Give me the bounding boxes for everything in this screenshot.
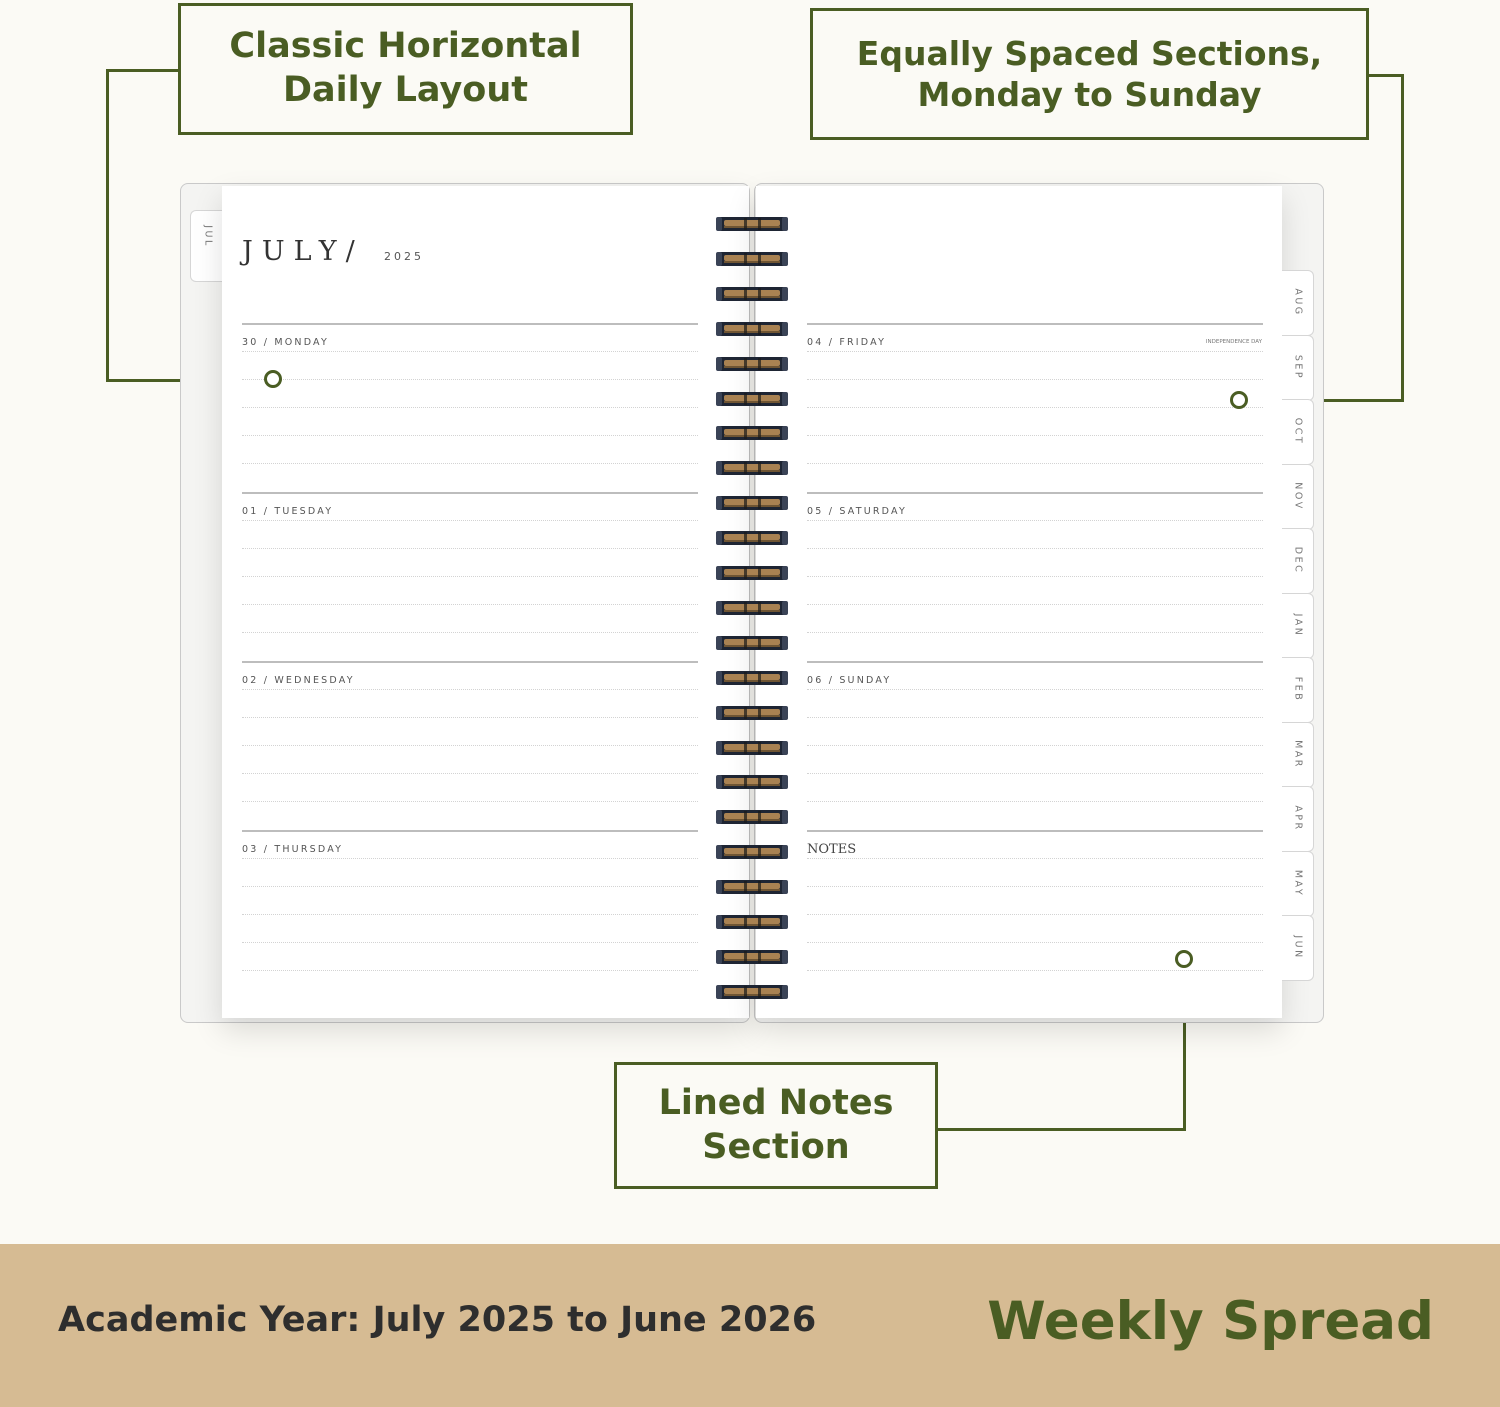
notes-label: NOTES <box>807 842 857 857</box>
month-tab-mar[interactable] <box>1282 722 1314 788</box>
writing-line <box>807 604 1263 605</box>
spiral-coil <box>714 772 790 792</box>
spiral-coil <box>714 912 790 932</box>
product-label: Weekly Spread <box>987 1291 1434 1352</box>
spiral-coil <box>714 528 790 548</box>
month-tab-label: JAN <box>1292 613 1304 637</box>
day-label-friday: 04 / FRIDAY <box>807 337 887 348</box>
writing-line <box>242 463 698 464</box>
section-divider <box>807 492 1263 494</box>
writing-line <box>242 970 698 971</box>
writing-line <box>807 548 1263 549</box>
writing-line <box>807 942 1263 943</box>
spiral-coil <box>714 493 790 513</box>
section-divider <box>242 661 698 663</box>
writing-line <box>807 520 1263 521</box>
callout-anchor-dot <box>264 370 282 388</box>
month-tab-jul[interactable] <box>190 210 224 282</box>
connector-line <box>106 69 180 72</box>
month-tab-may[interactable] <box>1282 851 1314 917</box>
writing-line <box>807 632 1263 633</box>
month-tab-feb[interactable] <box>1282 657 1314 723</box>
section-divider <box>807 661 1263 663</box>
section-divider <box>807 323 1263 325</box>
day-label-wednesday: 02 / WEDNESDAY <box>242 675 355 686</box>
right-page <box>756 186 1282 1018</box>
writing-line <box>242 632 698 633</box>
spiral-coil <box>714 703 790 723</box>
spiral-coil <box>714 423 790 443</box>
writing-line <box>242 576 698 577</box>
callout-lined-notes <box>614 1062 938 1189</box>
month-tab-aug[interactable] <box>1282 270 1314 336</box>
writing-line <box>807 745 1263 746</box>
month-tab-label: OCT <box>1292 417 1304 446</box>
section-divider <box>807 830 1263 832</box>
month-tab-label: MAR <box>1292 739 1304 769</box>
writing-line <box>242 801 698 802</box>
writing-line <box>807 717 1263 718</box>
callout-lined-notes-text: Lined Notes Section <box>658 1082 894 1167</box>
section-divider <box>242 830 698 832</box>
month-tab-label: SEP <box>1292 354 1304 380</box>
month-tab-jan[interactable] <box>1282 593 1314 659</box>
spiral-coil <box>714 284 790 304</box>
spiral-coil <box>714 598 790 618</box>
spiral-coil <box>714 354 790 374</box>
spiral-coil <box>714 458 790 478</box>
connector-line <box>106 69 109 382</box>
holiday-note: INDEPENDENCE DAY <box>1205 339 1262 345</box>
year-label: 2025 <box>384 250 424 263</box>
writing-line <box>807 576 1263 577</box>
writing-line <box>242 435 698 436</box>
writing-line <box>807 463 1263 464</box>
writing-line <box>242 379 698 380</box>
connector-line <box>1367 74 1404 77</box>
spiral-coil <box>714 214 790 234</box>
writing-line <box>242 942 698 943</box>
writing-line <box>242 858 698 859</box>
writing-line <box>242 604 698 605</box>
spiral-coil <box>714 633 790 653</box>
writing-line <box>242 914 698 915</box>
spiral-coil <box>714 982 790 1002</box>
callout-equal-sections-text: Equally Spaced Sections, Monday to Sunday <box>856 33 1323 114</box>
spiral-coil <box>714 738 790 758</box>
writing-line <box>807 351 1263 352</box>
day-label-tuesday: 01 / TUESDAY <box>242 506 334 517</box>
writing-line <box>807 886 1263 887</box>
writing-line <box>242 689 698 690</box>
connector-line <box>1401 74 1404 402</box>
writing-line <box>242 745 698 746</box>
spiral-coil <box>714 249 790 269</box>
writing-line <box>807 970 1263 971</box>
spiral-coil <box>714 947 790 967</box>
writing-line <box>807 858 1263 859</box>
month-tab-label: AUG <box>1292 288 1304 317</box>
spiral-coil <box>714 842 790 862</box>
month-tab-oct[interactable] <box>1282 399 1314 465</box>
academic-year-text: Academic Year: July 2025 to June 2026 <box>58 1300 817 1340</box>
spiral-coil <box>714 807 790 827</box>
spiral-coil <box>714 563 790 583</box>
callout-horizontal-layout <box>178 3 633 135</box>
day-label-sunday: 06 / SUNDAY <box>807 675 892 686</box>
left-page <box>222 186 749 1018</box>
writing-line <box>807 914 1263 915</box>
spiral-coil <box>714 319 790 339</box>
writing-line <box>807 801 1263 802</box>
section-divider <box>242 323 698 325</box>
writing-line <box>807 379 1263 380</box>
month-tab-label: JUN <box>1292 935 1304 960</box>
month-title: JULY/ <box>242 236 364 267</box>
writing-line <box>242 773 698 774</box>
month-tab-label: DEC <box>1292 546 1304 575</box>
callout-anchor-dot <box>1230 391 1248 409</box>
writing-line <box>242 886 698 887</box>
month-tab-nov[interactable] <box>1282 464 1314 530</box>
spiral-coil <box>714 668 790 688</box>
writing-line <box>242 717 698 718</box>
writing-line <box>242 548 698 549</box>
day-label-saturday: 05 / SATURDAY <box>807 506 907 517</box>
writing-line <box>807 773 1263 774</box>
month-tab-dec[interactable] <box>1282 528 1314 594</box>
month-tab-apr[interactable] <box>1282 786 1314 852</box>
month-tab-label: APR <box>1292 805 1304 832</box>
callout-equal-sections <box>810 8 1369 140</box>
day-label-thursday: 03 / THURSDAY <box>242 844 344 855</box>
spiral-coil <box>714 389 790 409</box>
writing-line <box>807 435 1263 436</box>
month-tab-sep[interactable] <box>1282 335 1314 401</box>
month-tab-label: FEB <box>1292 676 1304 703</box>
day-label-monday: 30 / MONDAY <box>242 337 330 348</box>
month-tab-label: MAY <box>1292 869 1304 897</box>
month-tab-jun[interactable] <box>1282 915 1314 981</box>
spiral-coil <box>714 877 790 897</box>
section-divider <box>242 492 698 494</box>
connector-line <box>936 1128 1186 1131</box>
writing-line <box>242 520 698 521</box>
month-tab-jul-label: JUL <box>202 225 214 248</box>
month-tab-label: NOV <box>1292 481 1304 511</box>
writing-line <box>242 351 698 352</box>
callout-horizontal-layout-text: Classic Horizontal Daily Layout <box>229 26 582 110</box>
writing-line <box>807 689 1263 690</box>
writing-line <box>807 407 1263 408</box>
writing-line <box>242 407 698 408</box>
callout-anchor-dot <box>1175 950 1193 968</box>
